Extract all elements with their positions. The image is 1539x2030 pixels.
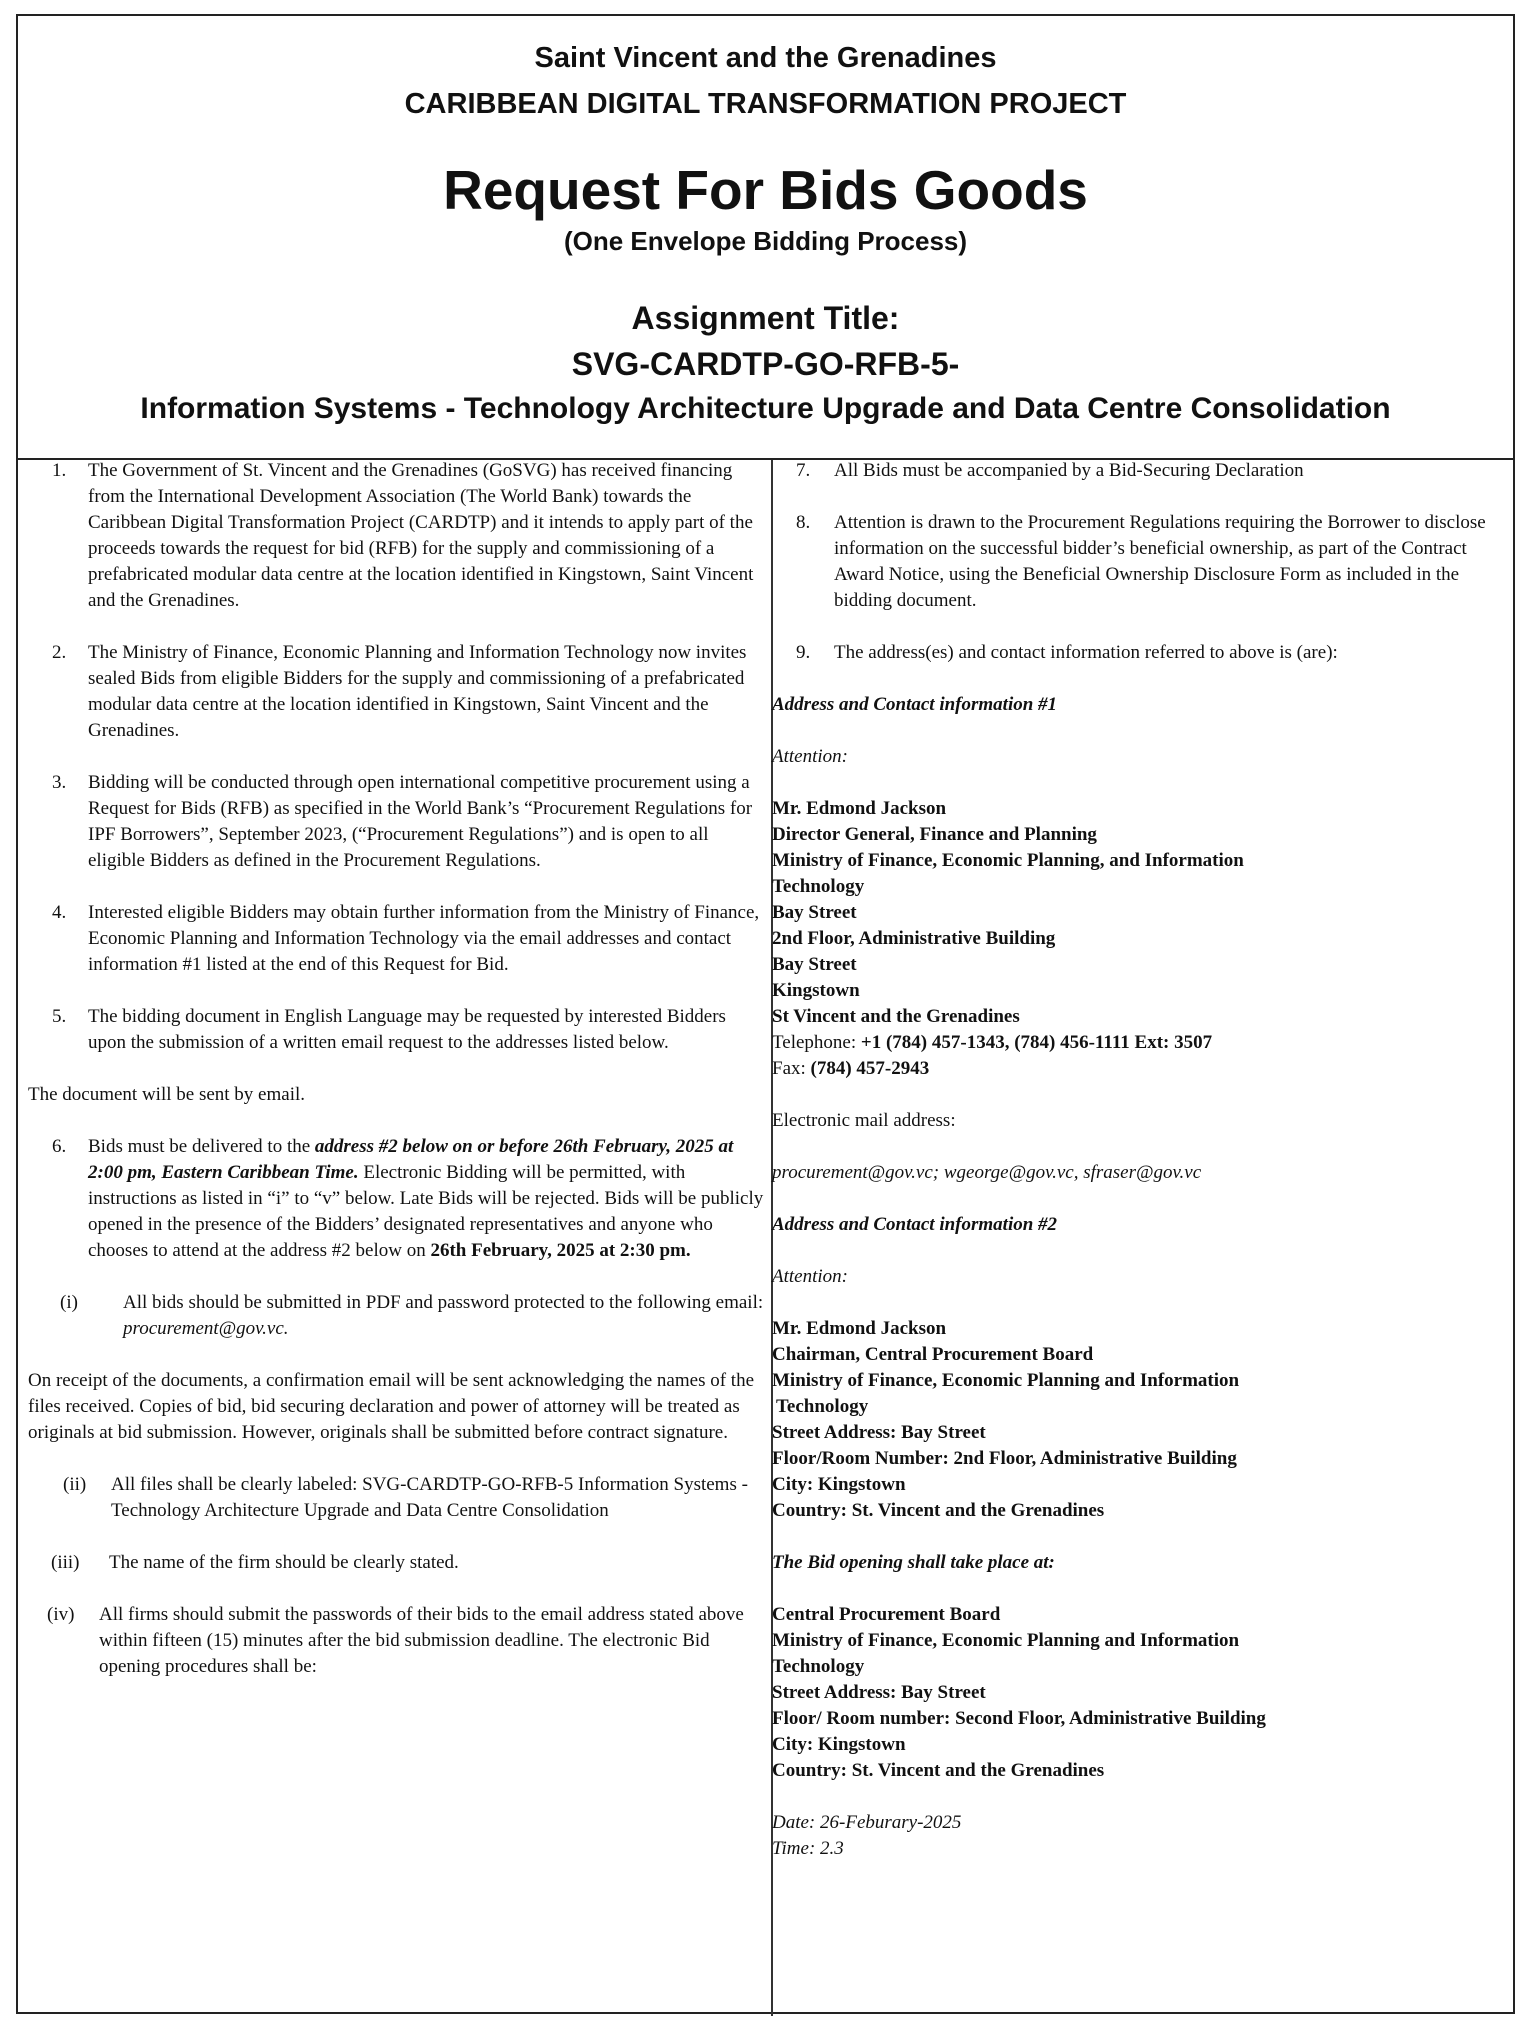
sent-by-email-note: The document will be sent by email. — [28, 1084, 306, 1105]
contact-city: Kingstown — [772, 980, 860, 1001]
contact-floor: Floor/Room Number: 2nd Floor, Administrative Building — [772, 1448, 1237, 1469]
project-heading: CARIBBEAN DIGITAL TRANSFORMATION PROJECT — [404, 88, 1127, 120]
clause-number: 5. — [52, 1006, 67, 1027]
date-time-block — [772, 1810, 1497, 1862]
opening-city: City: Kingstown — [772, 1734, 906, 1755]
contact-ministry: Ministry of Finance, Economic Planning and Information — [772, 1370, 1240, 1391]
clause-number: 6. — [52, 1136, 67, 1157]
telephone-value: +1 (784) 457-1343, (784) 456-1111 Ext: 3507 — [860, 1032, 1213, 1053]
contact-1-heading: Address and Contact information #1 — [772, 694, 1058, 715]
confirmation-paragraph: On receipt of the documents, a confirmation email will be sent acknowledging the names of the files received. Copies of bid, bid securing declaration and power of attorney will be treated as originals at bid submission. However, originals shall be submitted before contract signature. — [28, 1370, 754, 1443]
contact-street: Street Address: Bay Street — [772, 1422, 986, 1443]
opening-floor: Floor/ Room number: Second Floor, Administrative Building — [772, 1708, 1266, 1729]
contact-telephone — [772, 1030, 1497, 1056]
contact-1-block — [772, 796, 1497, 1082]
clause-text: The bidding document in English Language may be requested by interested Bidders upon the submission of a written email request to the addresses listed below. — [88, 1006, 726, 1053]
notice-time: Time: 2.3 — [772, 1838, 844, 1859]
telephone-label: Telephone: — [772, 1032, 861, 1053]
contact-ministry: Ministry of Finance, Economic Planning, and Information — [772, 850, 1244, 871]
fax-label: Fax: — [772, 1058, 811, 1079]
opening-ministry-cont: Technology — [772, 1656, 865, 1677]
procurement-email: procurement@gov.vc. — [123, 1318, 289, 1339]
contact-role: Chairman, Central Procurement Board — [772, 1344, 1094, 1365]
opening-street: Street Address: Bay Street — [772, 1682, 986, 1703]
contact-1-attention: Attention: — [772, 746, 848, 767]
sub-clause-number: (iii) — [51, 1552, 80, 1573]
opening-country: Country: St. Vincent and the Grenadines — [772, 1760, 1105, 1781]
opening-board: Central Procurement Board — [772, 1604, 1001, 1625]
clause-text: The Government of St. Vincent and the Grenadines (GoSVG) has received financing from the International Development Association (The World Bank) towards the Caribbean Digital Transformation Project (CARDTP) and it intends to apply part of the proceeds towards the request for bid (RFB) for the supply and commissioning of a prefabricated modular data centre at the location identified in Kingstown, Saint Vincent and the Grenadines. — [88, 460, 754, 611]
clause-text: The address(es) and contact information referred to above is (are): — [834, 642, 1338, 663]
bid-opening-block — [772, 1602, 1497, 1784]
sub-clause-text: All firms should submit the passwords of their bids to the email address stated above within fifteen (15) minutes after the bid submission deadline. The electronic Bid opening procedures shall be: — [99, 1604, 744, 1677]
sub-clause-number: (iv) — [47, 1604, 75, 1625]
clause-number: 7. — [796, 460, 811, 481]
clause-number: 3. — [52, 772, 67, 793]
sub-clause-number: (ii) — [63, 1474, 87, 1495]
sub-clause-iv — [28, 1602, 768, 1680]
contact-country: St Vincent and the Grenadines — [772, 1006, 1020, 1027]
contact-2-attention: Attention: — [772, 1266, 848, 1287]
sub-clause-i — [28, 1290, 768, 1342]
clause-9 — [772, 640, 1497, 666]
notice-title: Request For Bids Goods — [443, 159, 1088, 221]
email-addresses: procurement@gov.vc; wgeorge@gov.vc, sfraser@gov.vc — [772, 1162, 1202, 1183]
clause-text: Bids must be delivered to the — [88, 1136, 315, 1157]
opening-ministry: Ministry of Finance, Economic Planning and Information — [772, 1630, 1240, 1651]
contact-floor: 2nd Floor, Administrative Building — [772, 928, 1056, 949]
contact-2-block — [772, 1316, 1497, 1524]
contact-country: Country: St. Vincent and the Grenadines — [772, 1500, 1105, 1521]
notice-header — [18, 16, 1513, 460]
right-column — [772, 458, 1497, 1862]
contact-fax — [772, 1056, 1497, 1082]
contact-street-2: Bay Street — [772, 954, 857, 975]
clause-6 — [28, 1134, 768, 1264]
sub-clause-text: All files shall be clearly labeled: SVG-CARDTP-GO-RFB-5 Information Systems - Technology Architecture Upgrade and Data Centre Consolidation — [111, 1474, 748, 1521]
contact-name: Mr. Edmond Jackson — [772, 1318, 947, 1339]
clause-text-cont: Electronic Bidding will be permitted, with instructions as listed in “i” to “v” below. Late Bids will be rejected. Bids will be publicly opened in the presence of the Bidders’ designated representatives and anyone who chooses to attend at the address #2 below on — [88, 1162, 764, 1261]
clause-7 — [772, 458, 1497, 484]
clause-text: Bidding will be conducted through open international competitive procurement using a Request for Bids (RFB) as specified in the World Bank’s “Procurement Regulations for IPF Borrowers”, September 2023, (“Procurement Regulations”) and is open to all eligible Bidders as defined in the Procurement Regulations. — [88, 772, 753, 871]
fax-value: (784) 457-2943 — [810, 1058, 930, 1079]
clause-5 — [28, 1004, 768, 1056]
clause-8 — [772, 510, 1497, 614]
left-column — [28, 458, 768, 1706]
contact-street: Bay Street — [772, 902, 857, 923]
assignment-code: SVG-CARDTP-GO-RFB-5- — [571, 346, 960, 382]
deadline-text: address #2 below on or before 26th February, 2025 at 2:00 pm, Eastern Caribbean Time. — [88, 1136, 734, 1183]
opening-datetime: 26th February, 2025 at 2:30 pm. — [430, 1240, 691, 1261]
contact-2-heading: Address and Contact information #2 — [772, 1214, 1058, 1235]
contact-ministry-cont: Technology — [776, 1396, 869, 1417]
clause-text: Interested eligible Bidders may obtain further information from the Ministry of Finance, Economic Planning and Information Technology via the email addresses and contact information #1 listed at the end of this Request for Bid. — [88, 902, 760, 975]
clause-number: 8. — [796, 512, 811, 533]
sub-clause-text: The name of the firm should be clearly stated. — [109, 1552, 459, 1573]
assignment-name: Information Systems - Technology Architecture Upgrade and Data Centre Consolidation — [140, 392, 1391, 425]
notice-subtitle: (One Envelope Bidding Process) — [563, 226, 968, 256]
clause-text: The Ministry of Finance, Economic Planning and Information Technology now invites sealed Bids from eligible Bidders for the supply and commissioning of a prefabricated modular data centre at the location identified in Kingstown, Saint Vincent and the Grenadines. — [88, 642, 747, 741]
sub-clause-iii — [28, 1550, 768, 1576]
assignment-label: Assignment Title: — [631, 300, 900, 336]
contact-name: Mr. Edmond Jackson — [772, 798, 947, 819]
clause-text: All Bids must be accompanied by a Bid-Securing Declaration — [834, 460, 1304, 481]
email-label: Electronic mail address: — [772, 1110, 956, 1131]
contact-ministry-cont: Technology — [772, 876, 865, 897]
clause-2 — [28, 640, 768, 744]
clause-4 — [28, 900, 768, 978]
bid-opening-heading: The Bid opening shall take place at: — [772, 1552, 1055, 1573]
clause-3 — [28, 770, 768, 874]
sub-clause-text: All bids should be submitted in PDF and password protected to the following email: — [123, 1292, 764, 1313]
country-heading: Saint Vincent and the Grenadines — [534, 42, 997, 74]
clause-1 — [28, 458, 768, 614]
notice-date: Date: 26-Feburary-2025 — [772, 1812, 962, 1833]
contact-role: Director General, Finance and Planning — [772, 824, 1097, 845]
clause-number: 1. — [52, 460, 67, 481]
sub-clause-number: (i) — [60, 1292, 78, 1313]
contact-city: City: Kingstown — [772, 1474, 906, 1495]
clause-number: 2. — [52, 642, 67, 663]
clause-number: 4. — [52, 902, 67, 923]
clause-text: Attention is drawn to the Procurement Regulations requiring the Borrower to disclose information on the successful bidder’s beneficial ownership, as part of the Contract Award Notice, using the Beneficial Ownership Disclosure Form as included in the bidding document. — [834, 512, 1486, 611]
clause-number: 9. — [796, 642, 811, 663]
sub-clause-ii — [28, 1472, 768, 1524]
